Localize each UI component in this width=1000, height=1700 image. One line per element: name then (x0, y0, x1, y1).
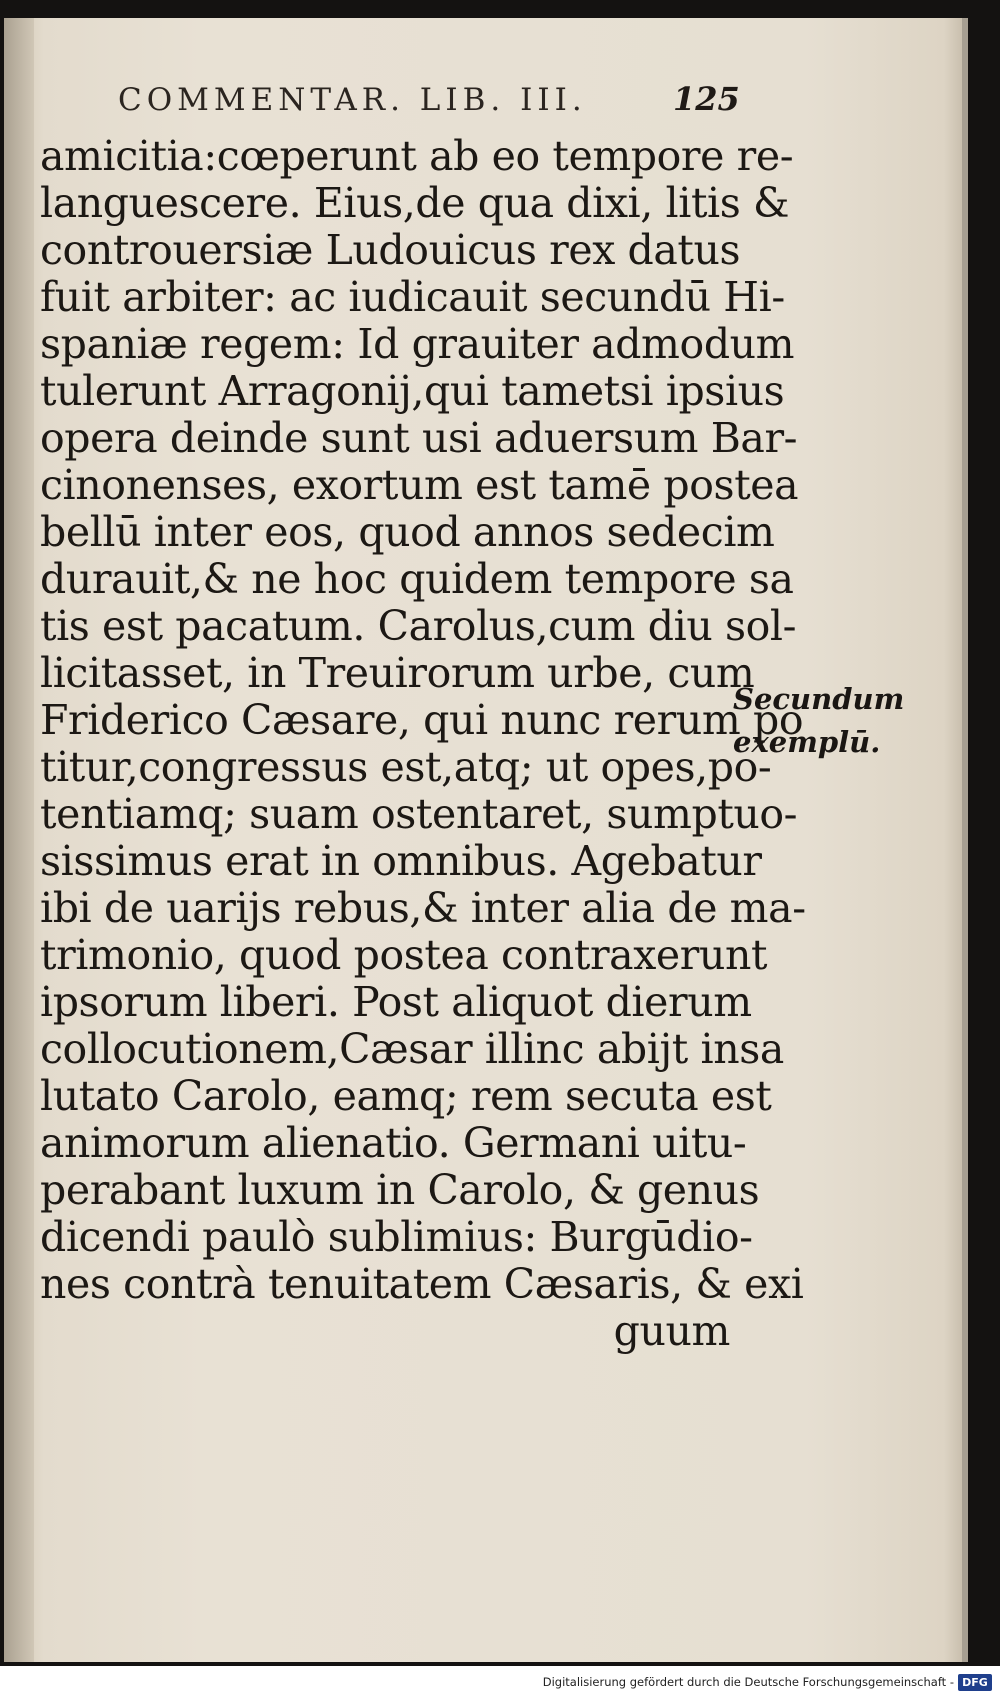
page-gutter-shadow (4, 18, 34, 1662)
text-line: licitasset, in Treuirorum urbe, cum (40, 649, 755, 697)
text-line: cinonenses, exortum est tamē postea (40, 461, 799, 509)
text-line: tulerunt Arragonij,qui tametsi ipsius (40, 367, 785, 415)
text-line: sissimus erat in omnibus. Agebatur (40, 837, 762, 885)
text-line: opera deinde sunt usi aduersum Bar- (40, 414, 798, 462)
text-line: trimonio, quod postea contraxerunt (40, 931, 768, 979)
text-line: perabant luxum in Carolo, & genus (40, 1166, 760, 1214)
marginal-note-line-1: Secundum (733, 682, 905, 716)
page-number: 125 (673, 80, 740, 118)
text-line: languescere. Eius,de qua dixi, litis & (40, 179, 790, 227)
text-line: tentiamq; suam ostentaret, sumptuo- (40, 790, 798, 838)
text-line: bellū inter eos, quod annos sedecim (40, 508, 775, 556)
text-line: dicendi paulò sublimius: Burgūdio- (40, 1213, 753, 1261)
catchword: guum (613, 1307, 730, 1355)
running-head: COMMENTAR. LIB. III. (118, 82, 587, 118)
text-line: nes contrà tenuitatem Cæsaris, & exi (40, 1260, 804, 1308)
text-line: Friderico Cæsare, qui nunc rerum po (40, 696, 804, 744)
text-line: durauit,& ne hoc quidem tempore sa (40, 555, 794, 603)
dfg-logo: DFG (958, 1674, 992, 1691)
text-line: controuersiæ Ludouicus rex datus (40, 226, 741, 274)
text-line: tis est pacatum. Carolus,cum diu sol- (40, 602, 797, 650)
text-line: amicitia:cœperunt ab eo tempore re- (40, 132, 794, 180)
text-line: lutato Carolo, eamq; rem secuta est (40, 1072, 772, 1120)
funding-credit: Digitalisierung gefördert durch die Deutsche Forschungsgemeinschaft - (542, 1675, 954, 1689)
text-line: collocutionem,Cæsar illinc abijt insa (40, 1025, 784, 1073)
digitization-footer (0, 1666, 1000, 1700)
text-line: fuit arbiter: ac iudicauit secundū Hi- (40, 273, 785, 321)
text-line: ipsorum liberi. Post aliquot dierum (40, 978, 752, 1026)
marginal-note-line-2: exemplū. (733, 725, 881, 759)
text-line: ibi de uarijs rebus,& inter alia de ma- (40, 884, 806, 932)
text-line: animorum alienatio. Germani uitu- (40, 1119, 747, 1167)
text-line: titur,congressus est,atq; ut opes,po- (40, 743, 772, 791)
text-line: spaniæ regem: Id grauiter admodum (40, 320, 795, 368)
